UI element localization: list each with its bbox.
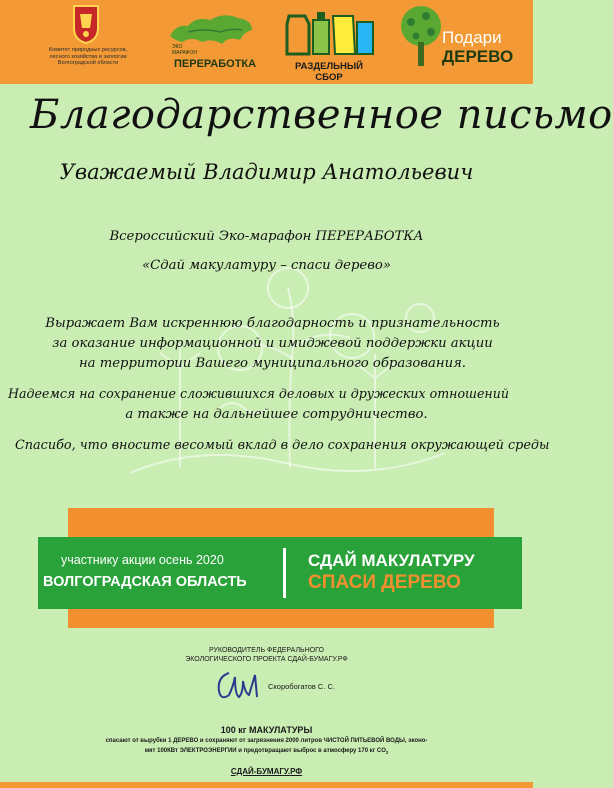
co2-subscript: 2 — [385, 750, 389, 756]
body-line: за оказание информационной и имиджевой поддержки акции — [52, 336, 493, 351]
fact-line: спасают от вырубки 1 ДЕРЕВО и сохраняют от загрязнения 2000 литров ЧИСТОЙ ПИТЬЕВОЙ ВОДЫ, эконо- — [105, 738, 428, 744]
body-line: Спасибо, что вносите весомый вклад в дело сохранения окружающей среды — [15, 438, 550, 453]
site-link[interactable]: СДАЙ-БУМАГУ.РФ — [230, 767, 303, 776]
eco-landscape-watermark — [120, 258, 450, 488]
signatory-role — [0, 646, 533, 664]
signature-mark — [213, 667, 265, 705]
podari-text: Подари — [442, 28, 502, 47]
fact-line — [0, 748, 533, 755]
body-line: на территории Вашего муниципального образования. — [78, 356, 467, 371]
banner-green-block — [38, 537, 522, 609]
signatory-name: Скоробогатов С. С. — [268, 682, 336, 691]
coat-of-arms-icon — [72, 4, 100, 44]
recycling-bottles-icon — [283, 6, 375, 58]
committee-line: Волгоградской области — [57, 60, 119, 67]
banner-divider — [283, 548, 286, 598]
fact-headline: 100 кг МАКУЛАТУРЫ — [220, 725, 313, 735]
body-line: а также на дальнейшее сотрудничество. — [125, 407, 428, 422]
slogan-line-1: СДАЙ МАКУЛАТУРУ — [308, 551, 475, 570]
org-line: «Сдай макулатуру – спаси дерево» — [142, 258, 391, 273]
derevo-text: ДЕРЕВО — [442, 47, 514, 66]
letter-title: Благодарственное письмо — [30, 92, 613, 138]
role-line: ЭКОЛОГИЧЕСКОГО ПРОЕКТА СДАЙ-БУМАГУ.РФ — [185, 656, 348, 663]
addressee: Уважаемый Владимир Анатольевич — [59, 160, 474, 184]
tree-icon — [398, 4, 444, 74]
bottom-orange-strip — [0, 782, 533, 788]
pererabotka-logo-text: ПЕРЕРАБОТКА — [174, 58, 257, 70]
eco-marathon-small — [172, 44, 197, 56]
region-text: ВОЛГОГРАДСКАЯ ОБЛАСТЬ — [43, 574, 247, 590]
committee-line: Комитет природных ресурсов, — [48, 47, 128, 53]
body-line: Надеемся на сохранение сложившихся деловых и дружеских отношений — [8, 386, 509, 401]
header-bar — [0, 0, 533, 84]
slogan-line-2: СПАСИ ДЕРЕВО — [308, 572, 461, 593]
participant-text: участнику акции осень 2020 — [61, 553, 224, 567]
role-line: РУКОВОДИТЕЛЬ ФЕДЕРАЛЬНОГО — [209, 647, 324, 654]
committee-line: лесного хозяйства и экологии — [49, 53, 127, 60]
fact-line-text: мят 100КВт ЭЛЕКТРОЭНЕРГИИ и предотвращают выброс в атмосферу 170 кг CO — [144, 748, 386, 754]
org-line: Всероссийский Эко-марафон ПЕРЕРАБОТКА — [109, 229, 424, 244]
body-line: Выражает Вам искреннюю благодарность и признательность — [45, 316, 500, 331]
eco-small-line: МАРАФОН — [172, 50, 197, 56]
separate-collection-text: РАЗДЕЛЬНЫЙ СБОР — [295, 61, 363, 83]
eco-small-line: ЭКО — [172, 44, 183, 50]
committee-text — [36, 47, 140, 67]
